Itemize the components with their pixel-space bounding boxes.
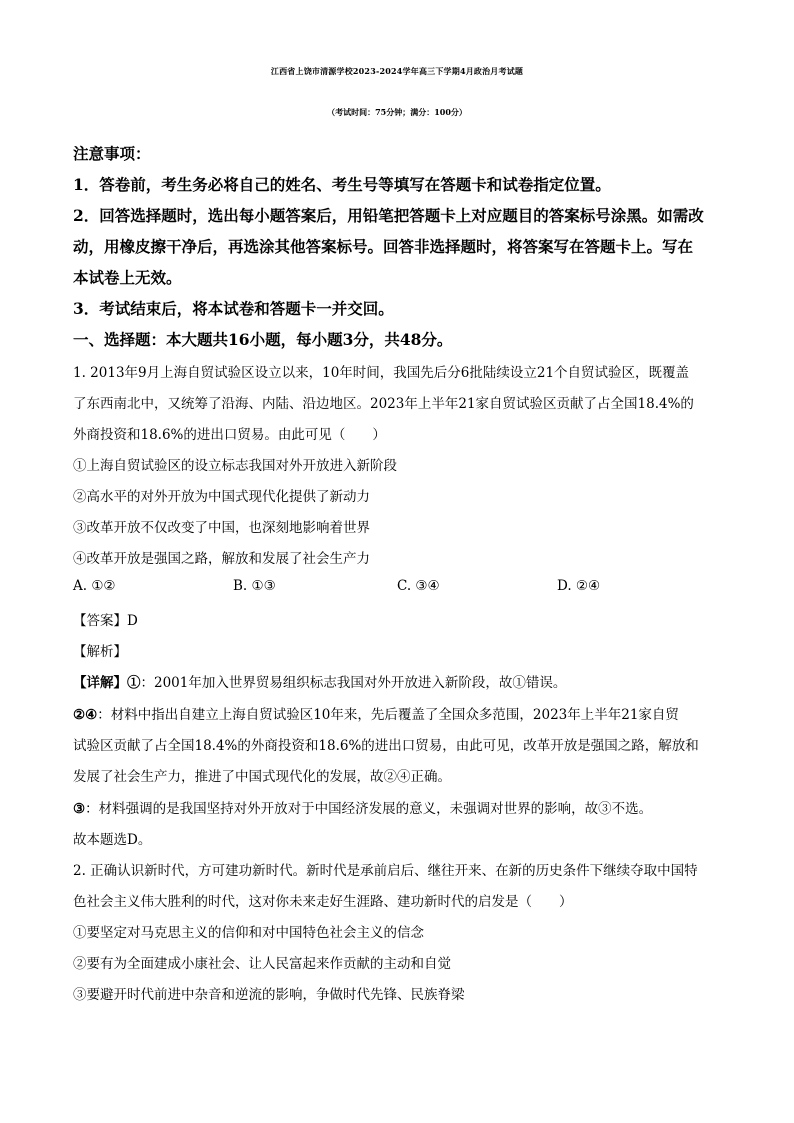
q2-statement-3: ③要避开时代前进中杂音和逆流的影响，争做时代先锋、民族脊梁 xyxy=(73,987,465,1003)
q1-option-d: D. ②④ xyxy=(557,578,601,594)
detail-3-mark: ③ xyxy=(73,801,86,817)
q1-statement-2: ②高水平的对外开放为中国式现代化提供了新动力 xyxy=(73,489,370,505)
q2-stem-line-1: 2. 正确认识新时代，方可建功新时代。新时代是承前启后、继往开来、在新的历史条件下继续夺取中国特 xyxy=(73,863,698,879)
answer-tag: 【答案】 xyxy=(73,613,127,629)
detail-tag: 【详解】 xyxy=(73,675,127,691)
note-item-2-line-2: 动，用橡皮擦干净后，再选涂其他答案标号。回答非选择题时，将答案写在答题卡上。写在 xyxy=(73,237,694,256)
q1-answer xyxy=(73,609,138,629)
q1-statement-4: ④改革开放是强国之路，解放和发展了社会生产力 xyxy=(73,551,370,567)
q1-detail-1 xyxy=(73,671,566,691)
note-item-2-line-3: 本试卷上无效。 xyxy=(73,268,182,287)
q2-statement-1: ①要坚定对马克思主义的信仰和对中国特色社会主义的信念 xyxy=(73,925,424,941)
detail-3-text: ：材料强调的是我国坚持对外开放对于中国经济发展的意义，未强调对世界的影响，故③不选。 xyxy=(85,801,653,817)
q1-detail-2-line-3: 发展了社会生产力，推进了中国式现代化的发展，故②④正确。 xyxy=(73,769,451,785)
q1-stem-line-3: 外商投资和18.6%的进出口贸易。由此可见（ ） xyxy=(73,427,386,443)
section-heading: 一、选择题：本大题共16小题，每小题3分，共48分。 xyxy=(73,330,453,349)
q1-option-a: A. ①② xyxy=(73,578,116,594)
answer-value: D xyxy=(127,613,138,629)
detail-2-text-1: ：材料中指出自建立上海自贸试验区10年来，先后覆盖了全国众多范围，2023年上半年21家自贸 xyxy=(97,707,679,723)
q2-statement-2: ②要有为全面建成小康社会、让人民富起来作贡献的主动和自觉 xyxy=(73,956,451,972)
document-title: 江西省上饶市清源学校2023-2024学年高三下学期4月政治月考试题 xyxy=(270,66,524,76)
q1-detail-2-line-2: 试验区贡献了占全国18.4%的外商投资和18.6%的进出口贸易，由此可见，改革开放是强国之路，解放和 xyxy=(73,738,699,754)
q1-stem-line-1: 1. 2013年9月上海自贸试验区设立以来，10年时间，我国先后分6批陆续设立21个自贸试验区，既覆盖 xyxy=(73,365,690,381)
q1-stem-line-2: 了东西南北中，又统筹了沿海、内陆、沿边地区。2023年上半年21家自贸试验区贡献了占全国18.4%的 xyxy=(73,396,694,412)
exam-info: （考试时间：75分钟；满分：100分） xyxy=(327,107,467,117)
detail-1-text: ：2001年加入世界贸易组织标志我国对外开放进入新阶段，故①错误。 xyxy=(140,675,567,691)
q1-statement-1: ①上海自贸试验区的设立标志我国对外开放进入新阶段 xyxy=(73,458,397,474)
q1-conclusion: 故本题选D。 xyxy=(73,832,152,848)
q1-option-c: C. ③④ xyxy=(397,578,440,594)
note-item-2-line-1: 2．回答选择题时，选出每小题答案后，用铅笔把答题卡上对应题目的答案标号涂黑。如需改 xyxy=(73,206,704,225)
q1-detail-2-line-1 xyxy=(73,703,679,723)
note-item-1: 1．答卷前，考生务必将自己的姓名、考生号等填写在答题卡和试卷指定位置。 xyxy=(73,175,611,194)
detail-2-mark: ②④ xyxy=(73,707,98,723)
q1-detail-3 xyxy=(73,797,652,817)
q1-analysis-tag: 【解析】 xyxy=(73,644,127,660)
q1-option-b: B. ①③ xyxy=(233,578,276,594)
note-item-3: 3．考试结束后，将本试卷和答题卡一并交回。 xyxy=(73,299,394,318)
notes-heading: 注意事项： xyxy=(73,144,151,163)
q1-statement-3: ③改革开放不仅改变了中国，也深刻地影响着世界 xyxy=(73,520,370,536)
detail-1-mark: ① xyxy=(127,675,141,691)
q2-stem-line-2: 色社会主义伟大胜利的时代，这对你未来走好生涯路、建功新时代的启发是（ ） xyxy=(73,894,573,910)
